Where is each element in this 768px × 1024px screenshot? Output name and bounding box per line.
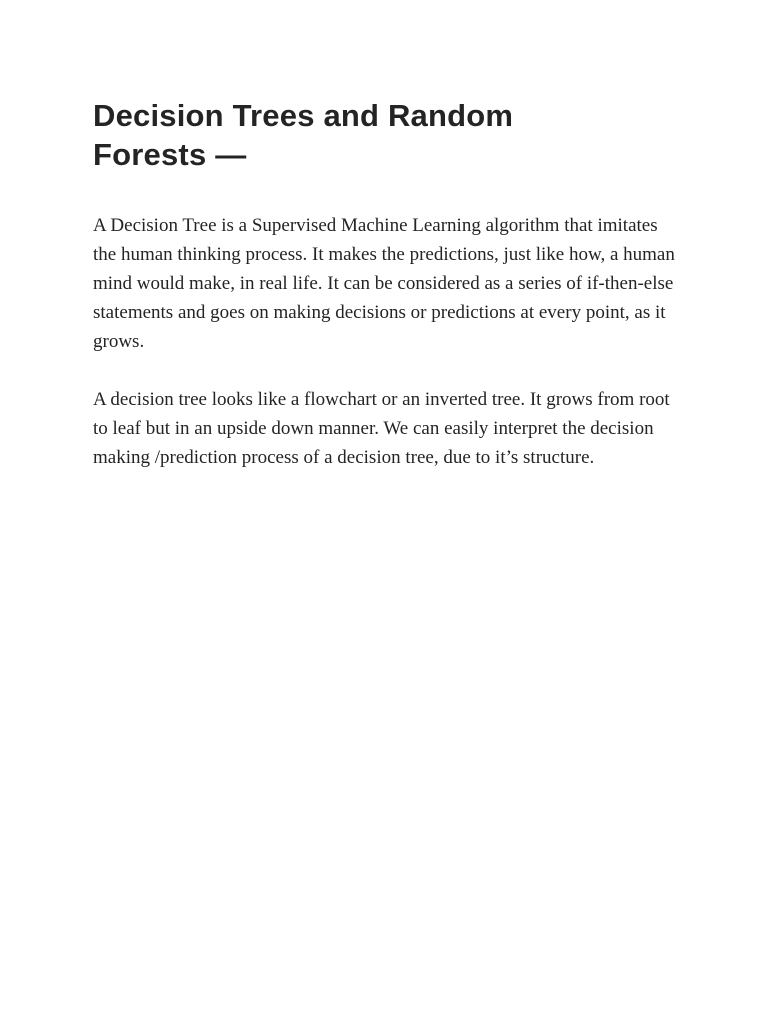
- article-paragraph-1: A Decision Tree is a Supervised Machine Learning algorithm that imitates the human thinking process. It makes the predictions, just like how, a human mind would make, in real life. It can be considered as a series of if-then-else statements and goes on making decisions or predictions at every point, as it grows.: [93, 215, 675, 352]
- article-paragraph-2: A decision tree looks like a flowchart or an inverted tree. It grows from root to leaf but in an upside down manner. We can easily interpret the decision making /prediction process of a decision tree, due to it’s structure.: [93, 389, 670, 468]
- article-content: [93, 96, 683, 472]
- article-title: Decision Trees and Random Forests —: [93, 98, 514, 172]
